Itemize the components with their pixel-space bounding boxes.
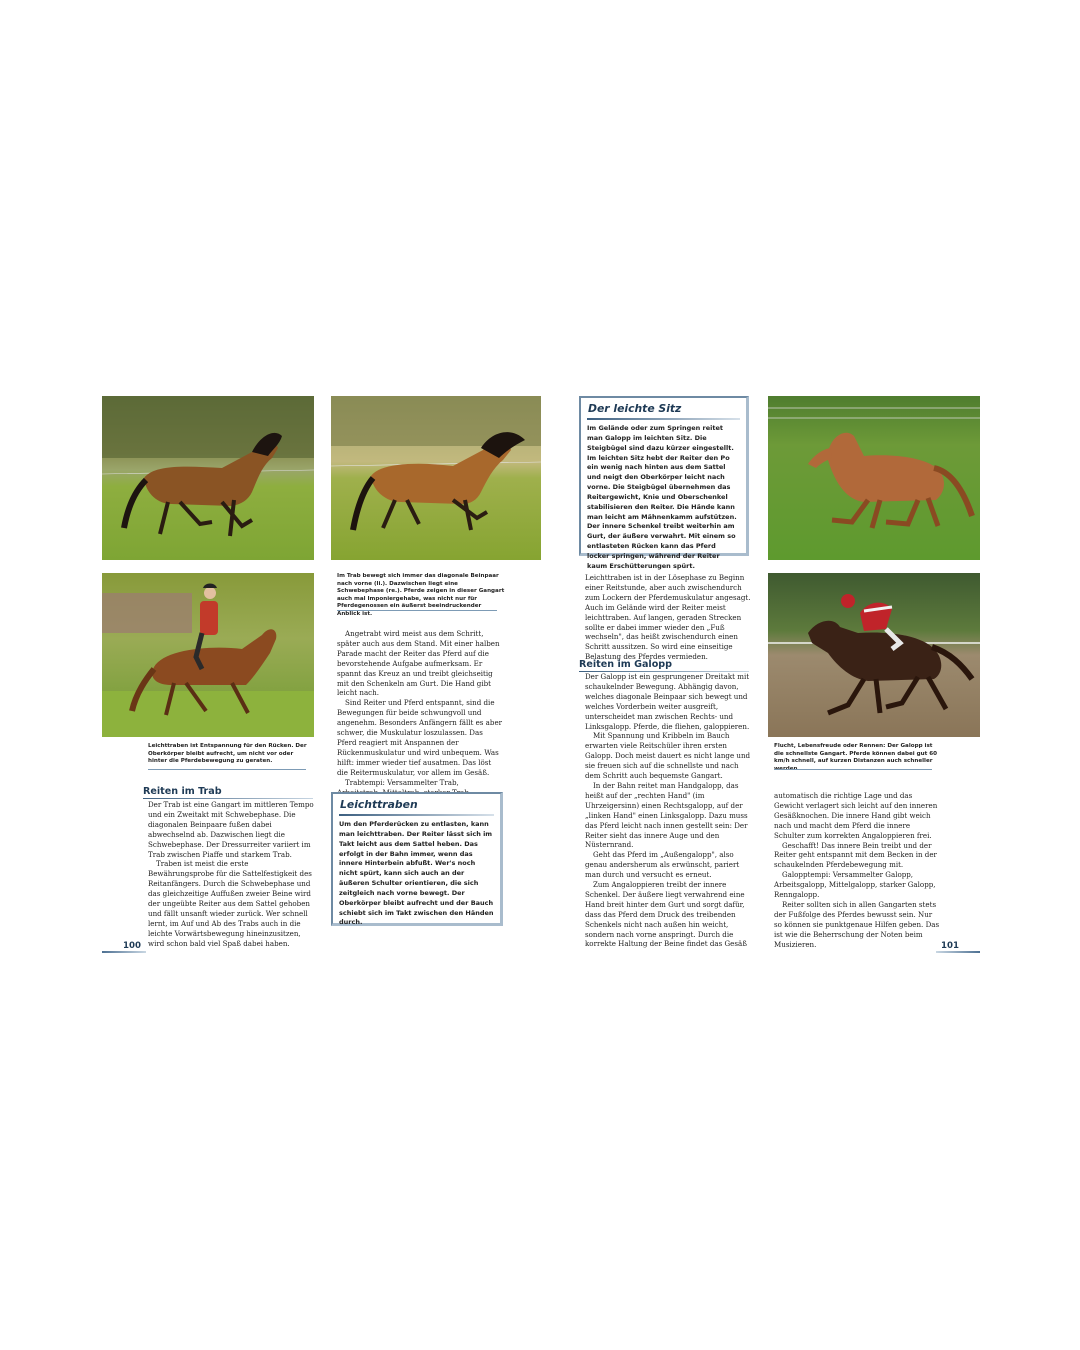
page-number-rule [102,951,146,953]
infobox-leichter-sitz [579,396,749,570]
paragraph: Geht das Pferd im „Außengalopp", also genau andersherum als erwünscht, pariert man durch und versucht es erneut. [585,850,740,880]
infobox-text: Im Gelände oder zum Springen reitet man Galopp im leichten Sitz. Die Steigbügel sind dazu kürzer eingestellt. Im leichten Sitz hebt der Reiter den Po ein wenig nach hinten aus dem Sattel und neigt den Oberkörper leicht nach vorne. Die Steigbügel übernehmen das Reitergewicht, Knie und Oberschenkel stabilisieren den Reiter. Die Hände kann man leicht am Mähnenkamm aufstützen. Der innere Schenkel treibt weiterhin am Gurt, der äußere verwahrt. Mit einem so entlasteten Rücken kann das Pferd locker springen, während der Reiter kaum Erschütterungen spürt. [587,424,737,570]
infobox-leichttraben [331,792,503,926]
paragraph: Angetrabt wird meist aus dem Schritt, später auch aus dem Stand. Mit einer halben Parade macht der Reiter das Pferd auf die bevorstehende Aufgabe aufmerksam. Er spannt das Kreuz an und treibt gleichseitig mit den Schenkeln am Gurt. Die Hand gibt leicht nach. [337,629,500,698]
text-reiten-im-galopp [585,672,751,949]
infobox-title: Leichttraben [340,798,418,811]
text-leichttraben-loesephase [585,573,751,662]
text-reiten-im-trab [148,800,314,949]
caption-rule [148,769,306,770]
horse-suspension-photo-icon [331,396,541,560]
page-number-left: 100 [123,941,141,951]
paragraph: Galopptempi: Versammelter Galopp, Arbeitsgalopp, Mittelgalopp, starker Galopp, Renngalopp. [774,870,936,900]
heading-rule [143,798,313,799]
paragraph: Der Trab ist eine Gangart im mittleren Tempo und ein Zweitakt mit Schwebephase. Die diagonalen Beinpaare fußen dabei abwechselnd ab. Dazwischen liegt die Schwebephase. Der Dressurreiter variiert im Trab zwischen Piaffe und starkem Trab. [148,800,314,859]
infobox-title: Der leichte Sitz [588,402,682,415]
paragraph: In der Bahn reitet man Handgalopp, das heißt auf der „rechten Hand" (im Uhrzeigersinn) einen Rechtsgalopp, auf der „linken Hand" einen Linksgalopp. Dazu muss das Pferd leicht nach innen gestellt sein: Der Reiter sieht das innere Auge und den Nüsternrand. [585,780,748,850]
text-angetrabt [337,629,503,797]
heading-reiten-im-trab: Reiten im Trab [143,786,222,797]
caption-race-photo: Flucht, Lebensfreude oder Rennen: Der Galopp ist die schnellste Gangart. Pferde können dabei gut 60 km/h schnell, auf kurzen Distanzen auch schneller [774,743,938,765]
paragraph: Zum Angaloppieren treibt der innere Schenkel. Der äußere liegt verwahrend eine Hand breit hinter dem Gurt und sorgt dafür, dass das Pferd dem Druck des treibenden Schenkels nicht nach außen hin weicht, sondern nach vorne anspringt. Durch die korrekte Haltung der Beine findet das Gesäß [585,880,747,949]
infobox-title-rule [339,814,494,816]
paragraph: Leichttraben ist in der Lösephase zu Beginn einer Reitstunde, aber auch zwischendurch zum Lockern der Pferdemuskulatur angesagt. Auch im Gelände wird der Reiter meist leichttraben. Auf langen, geraden Strecken sollte er dabei immer wieder den „Fuß wechseln", das heißt zwischendurch einen Schritt aussitzen. So wird eine einseitige Belastung des Pferdes vermieden. [585,573,751,662]
paragraph: Geschafft! Das innere Bein treibt und der Reiter geht entspannt mit dem Becken in der schaukelnden Pferdebewegung mit. [774,840,937,870]
page-number-rule [936,951,980,953]
paragraph: Trabtempi: Versammelter Trab, [345,777,459,787]
heading-reiten-im-galopp: Reiten im Galopp [579,659,673,670]
infobox-title-rule [587,418,740,420]
paragraph: Traben ist meist die erste Bewährungsprobe für die Sattelfestigkeit des Reitanfängers. Durch die Schwebephase und das gleichzeitige Auffußen zweier Beine wird der ungeübte Reiter aus dem Sattel gehoben und fällt unsanft wieder zurück. Wer schnell lernt, im Auf und Ab des Trabs auch in die leichte Vorwärtsbewegung hineinzusitzen, wird schon bald viel Spaß dabei haben. [148,859,312,948]
caption-trot-photos: Im Trab bewegt sich immer das diagonale Beinpaar nach vorne (li.). Dazwischen liegt eine Schwebephase (re.). Pferde zeigen in dieser Gangart auch mal Imponiergehabe, was nicht nur für Pferdegenossen ein äußerst beeindruckender Anblick ist. [337,573,505,617]
paragraph: Der Galopp ist ein gesprungener Dreitakt mit schaukelnder Bewegung. Abhängig davon, welches diagonale Beinpaar sich bewegt und welches Vorderbein weiter ausgreift, unterscheidet man zwischen Rechts- und Linksgalopp. Pferde, die fliehen, galoppieren. [585,672,750,731]
photo-race [768,573,980,737]
paragraph: Sind Reiter und Pferd entspannt, sind die Bewegungen für beide schwungvoll und angenehm. Besonders Anfängern fällt es aber schwer, die Muskulatur loszulassen. Das Pferd reagiert mit Anspannen der Rückenmuskulatur und wird unbequem. Was hilft: immer wieder tief ausatmen. Das löst die Reitermuskulatur, vor allem im Gesäß. [337,698,503,777]
caption-rule [774,769,932,770]
photo-canter [768,396,980,560]
page-number-right: 101 [941,941,959,951]
horse-canter-photo-icon [768,396,980,560]
photo-trot-suspension [331,396,541,560]
caption-rule [337,610,497,611]
photo-trot-diagonal [102,396,314,560]
paragraph: automatisch die richtige Lage und das Gewicht verlagert sich leicht auf den inneren Gesäßknochen. Die innere Hand gibt weich nach und macht dem Pferd die innere Schulter zum korrekten Angaloppieren frei. [774,791,938,840]
photo-rider-rising-trot [102,573,314,737]
infobox-text: Um den Pferderücken zu entlasten, kann man leichttraben. Der Reiter lässt sich im Takt leicht aus dem Sattel heben. Das erfolgt in der Bahn immer, wenn das innere Hinterbein abfußt. Wer's noch nicht spürt, kann sich auch an der äußeren Schulter orientieren, die sich zeitgleich nach vorne bewegt. Der Oberkörper bleibt aufrecht und der Bauch schiebt sich im Takt zwischen den Händen durch. [339,820,494,927]
paragraph: Reiter sollten sich in allen Gangarten stets der Fußfolge des Pferdes bewusst sein. Nur so können sie punktgenaue Hilfen geben. Das ist wie die Beherrschung der Noten beim Musizieren. [774,899,940,949]
text-galopp-continued [774,791,940,950]
racehorse-jockey-photo-icon [768,573,980,737]
rider-rising-trot-photo-icon [102,573,314,737]
paragraph: Mit Spannung und Kribbeln im Bauch erwarten viele Reitschüler ihren ersten Galopp. Doch meist dauert es nicht lange und sie freuen sich auf die schnellste und nach dem Schritt auch bequemste Gangart. [585,731,751,781]
caption-rider-photo: Leichttraben ist Entspannung für den Rücken. Der Oberkörper bleibt aufrecht, um nicht vor oder hinter die Pferdebewegung zu geraten. [148,743,307,765]
horse-trotting-photo-icon [102,396,314,560]
